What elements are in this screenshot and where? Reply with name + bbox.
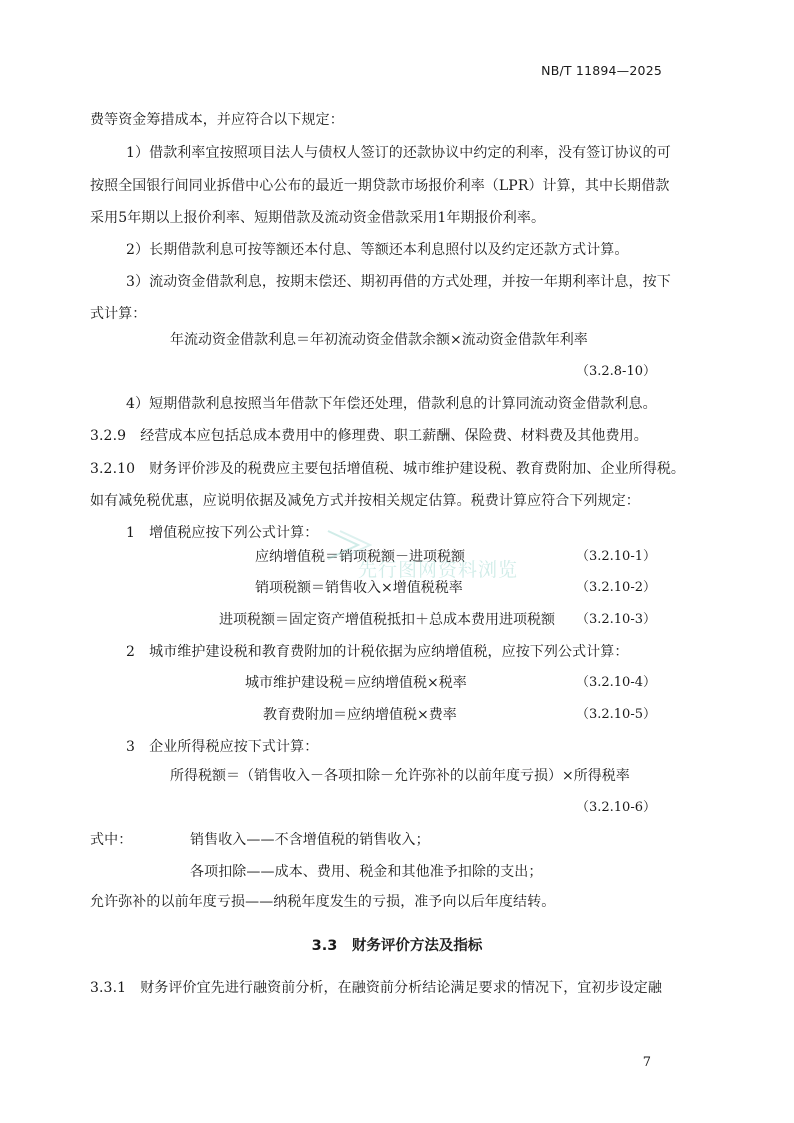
paragraph-line: 1）借款利率宜按照项目法人与债权人签订的还款协议中约定的利率，没有签订协议的可 — [126, 145, 671, 161]
equation-number: （3.2.10-6） — [575, 800, 656, 815]
where-definition: 允许弥补的以前年度亏损——纳税年度发生的亏损，准予向以后年度结转。 — [90, 894, 556, 910]
paragraph-line: 按照全国银行间同业拆借中心公布的最近一期贷款市场报价利率（LPR）计算，其中长期借款 — [90, 178, 670, 194]
equation: 应纳增值税＝销项税额－进项税额 — [255, 549, 465, 565]
equation-number: （3.2.10-5） — [575, 707, 656, 722]
standard-number: NB/T 11894—2025 — [541, 63, 662, 78]
where-definition: 各项扣除——成本、费用、税金和其他准予扣除的支出； — [190, 864, 543, 880]
where-label: 式中： — [90, 832, 133, 848]
clause-3-2-10: 3.2.10 财务评价涉及的税费应主要包括增值税、城市维护建设税、教育费附加、企业所得税。 — [90, 461, 686, 477]
equation: 进项税额＝固定资产增值税抵扣＋总成本费用进项税额 — [219, 612, 555, 628]
section-title: 3.3 财务评价方法及指标 — [311, 938, 483, 954]
paragraph-line: 式计算： — [90, 306, 147, 322]
equation: 销项税额＝销售收入×增值税税率 — [255, 580, 463, 596]
equation: 所得税额＝（销售收入－各项扣除－允许弥补的以前年度亏损）×所得税率 — [170, 768, 630, 784]
clause-3-3-1: 3.3.1 财务评价宜先进行融资前分析，在融资前分析结论满足要求的情况下，宜初步设定融 — [90, 980, 662, 996]
where-definition: 销售收入——不含增值税的销售收入； — [190, 832, 430, 848]
equation-number: （3.2.10-4） — [575, 675, 656, 690]
watermark-text: 先行图网资料浏览 — [358, 559, 519, 581]
equation-number: （3.2.8-10） — [575, 364, 656, 379]
equation-number: （3.2.10-1） — [575, 549, 656, 564]
equation: 教育费附加＝应纳增值税×费率 — [263, 707, 457, 723]
equation-number: （3.2.10-3） — [575, 612, 656, 627]
paragraph-line: 3）流动资金借款利息，按期末偿还、期初再借的方式处理，并按一年期利率计息，按下 — [126, 274, 671, 290]
list-item-1: 1 增值税应按下列公式计算： — [126, 525, 319, 541]
list-item-3: 3 企业所得税应按下式计算： — [126, 739, 319, 755]
paragraph-line: 费等资金筹措成本，并应符合以下规定： — [90, 112, 344, 128]
equation-number: （3.2.10-2） — [575, 580, 656, 595]
page-number: 7 — [642, 1055, 651, 1070]
watermark — [320, 525, 519, 585]
equation: 年流动资金借款利息＝年初流动资金借款余额×流动资金借款年利率 — [170, 332, 588, 348]
list-item-2: 2 城市维护建设税和教育费附加的计税依据为应纳增值税，应按下列公式计算： — [126, 644, 629, 660]
clause-3-2-9: 3.2.9 经营成本应包括总成本费用中的修理费、职工薪酬、保险费、材料费及其他费用。 — [90, 428, 648, 444]
paragraph-line: 2）长期借款利息可按等额还本付息、等额还本利息照付以及约定还款方式计算。 — [126, 242, 629, 258]
paragraph-line: 采用5年期以上报价利率、短期借款及流动资金借款采用1年期报价利率。 — [90, 210, 546, 226]
paragraph-line: 如有减免税优惠，应说明依据及减免方式并按相关规定估算。税费计算应符合下列规定： — [90, 493, 640, 509]
paragraph-line: 4）短期借款利息按照当年借款下年偿还处理，借款利息的计算同流动资金借款利息。 — [126, 396, 657, 412]
equation: 城市维护建设税＝应纳增值税×税率 — [245, 675, 467, 691]
